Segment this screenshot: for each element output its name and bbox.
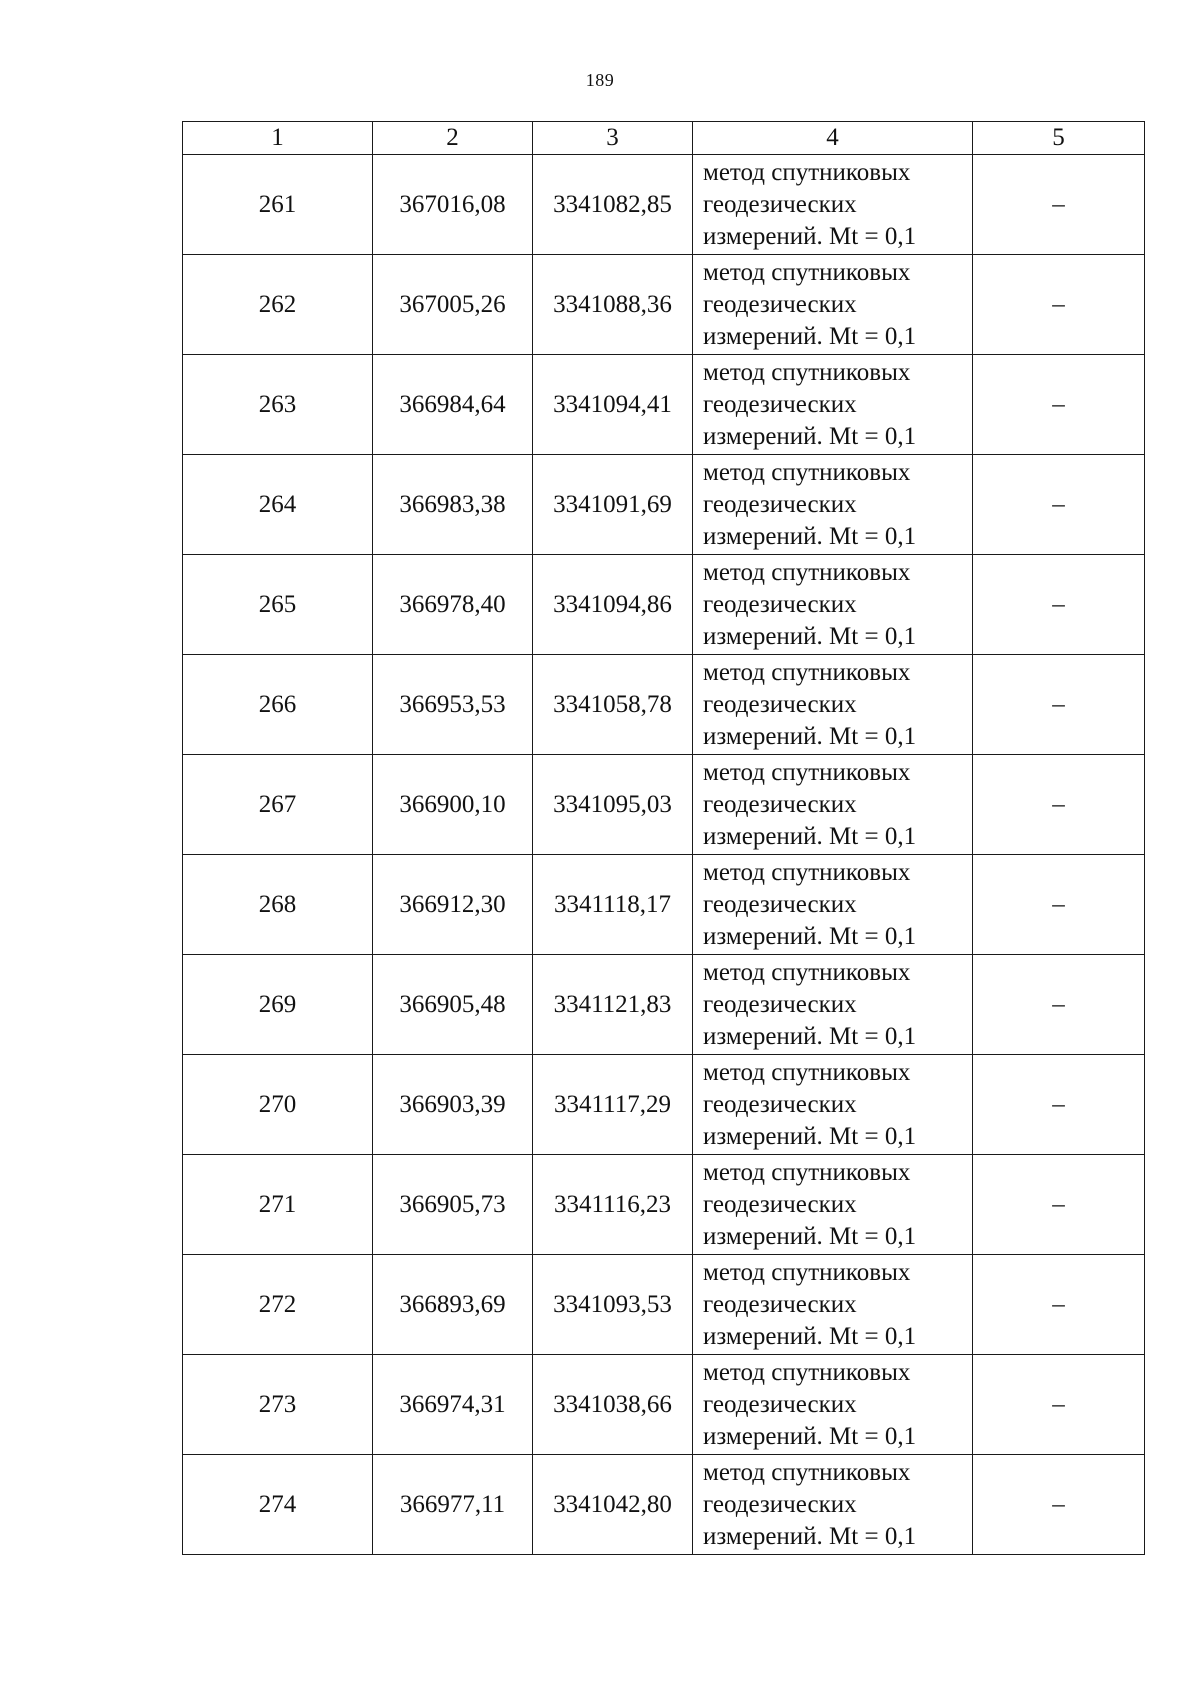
- method-text-line: геодезических: [703, 390, 857, 418]
- method-text-line: измерений. Mt = 0,1: [703, 622, 917, 650]
- method-text-line: метод спутниковых: [703, 958, 911, 986]
- method-cell: [693, 1255, 973, 1355]
- method-text-line: геодезических: [703, 1190, 857, 1218]
- header-col-1: 1: [183, 122, 373, 155]
- coordinate-y-cell: 3341094,86: [533, 555, 693, 655]
- method-text-line: геодезических: [703, 290, 857, 318]
- method-text-line: измерений. Mt = 0,1: [703, 222, 917, 250]
- point-number-cell: 261: [183, 155, 373, 255]
- method-text-line: метод спутниковых: [703, 358, 911, 386]
- method-text-line: геодезических: [703, 190, 857, 218]
- method-text-line: метод спутниковых: [703, 858, 911, 886]
- table-header: [183, 122, 1145, 155]
- table-row: [183, 555, 1145, 655]
- method-text-line: геодезических: [703, 590, 857, 618]
- coordinate-x-cell: 366983,38: [373, 455, 533, 555]
- method-cell: [693, 955, 973, 1055]
- method-text-line: метод спутниковых: [703, 1158, 911, 1186]
- method-text-line: измерений. Mt = 0,1: [703, 1522, 917, 1550]
- method-cell: [693, 555, 973, 655]
- table-row: [183, 1355, 1145, 1455]
- point-number-cell: 267: [183, 755, 373, 855]
- coordinate-x-cell: 367005,26: [373, 255, 533, 355]
- header-row: [183, 122, 1145, 155]
- coordinate-y-cell: 3341091,69: [533, 455, 693, 555]
- coordinate-y-cell: 3341042,80: [533, 1455, 693, 1555]
- point-number-cell: 266: [183, 655, 373, 755]
- note-cell: –: [973, 655, 1145, 755]
- coordinate-y-cell: 3341038,66: [533, 1355, 693, 1455]
- point-number-cell: 272: [183, 1255, 373, 1355]
- method-cell: [693, 355, 973, 455]
- point-number-cell: 264: [183, 455, 373, 555]
- coordinate-y-cell: 3341093,53: [533, 1255, 693, 1355]
- point-number-cell: 263: [183, 355, 373, 455]
- method-text-line: измерений. Mt = 0,1: [703, 1222, 917, 1250]
- coordinate-x-cell: 367016,08: [373, 155, 533, 255]
- table-row: [183, 255, 1145, 355]
- coordinate-x-cell: 366912,30: [373, 855, 533, 955]
- header-col-5: 5: [973, 122, 1145, 155]
- table-row: [183, 755, 1145, 855]
- point-number-cell: 271: [183, 1155, 373, 1255]
- method-text-line: измерений. Mt = 0,1: [703, 1322, 917, 1350]
- table-row: [183, 955, 1145, 1055]
- method-text-line: измерений. Mt = 0,1: [703, 922, 917, 950]
- coordinate-y-cell: 3341116,23: [533, 1155, 693, 1255]
- point-number-cell: 273: [183, 1355, 373, 1455]
- method-text-line: геодезических: [703, 990, 857, 1018]
- coordinate-y-cell: 3341121,83: [533, 955, 693, 1055]
- table-row: [183, 1455, 1145, 1555]
- table-row: [183, 1155, 1145, 1255]
- note-cell: –: [973, 1155, 1145, 1255]
- table-row: [183, 1255, 1145, 1355]
- note-cell: –: [973, 355, 1145, 455]
- page-number: 189: [585, 70, 615, 90]
- coordinate-y-cell: 3341117,29: [533, 1055, 693, 1155]
- method-text-line: геодезических: [703, 490, 857, 518]
- method-cell: [693, 155, 973, 255]
- method-cell: [693, 755, 973, 855]
- method-cell: [693, 1055, 973, 1155]
- method-text-line: измерений. Mt = 0,1: [703, 1022, 917, 1050]
- coordinate-x-cell: 366905,73: [373, 1155, 533, 1255]
- table-row: [183, 155, 1145, 255]
- coordinate-x-cell: 366953,53: [373, 655, 533, 755]
- coordinate-y-cell: 3341088,36: [533, 255, 693, 355]
- coordinate-y-cell: 3341094,41: [533, 355, 693, 455]
- method-text-line: геодезических: [703, 690, 857, 718]
- header-col-4: 4: [693, 122, 973, 155]
- coordinates-table: [182, 121, 1145, 1555]
- note-cell: –: [973, 155, 1145, 255]
- coordinate-x-cell: 366903,39: [373, 1055, 533, 1155]
- method-text-line: метод спутниковых: [703, 1458, 911, 1486]
- coordinate-x-cell: 366984,64: [373, 355, 533, 455]
- point-number-cell: 269: [183, 955, 373, 1055]
- coordinate-x-cell: 366978,40: [373, 555, 533, 655]
- table-row: [183, 655, 1145, 755]
- coordinate-y-cell: 3341082,85: [533, 155, 693, 255]
- method-cell: [693, 1355, 973, 1455]
- coordinate-x-cell: 366905,48: [373, 955, 533, 1055]
- method-text-line: метод спутниковых: [703, 1358, 911, 1386]
- point-number-cell: 270: [183, 1055, 373, 1155]
- method-text-line: метод спутниковых: [703, 658, 911, 686]
- method-text-line: измерений. Mt = 0,1: [703, 522, 917, 550]
- note-cell: –: [973, 1255, 1145, 1355]
- note-cell: –: [973, 1055, 1145, 1155]
- method-text-line: измерений. Mt = 0,1: [703, 322, 917, 350]
- table-row: [183, 855, 1145, 955]
- point-number-cell: 268: [183, 855, 373, 955]
- method-cell: [693, 655, 973, 755]
- method-text-line: метод спутниковых: [703, 1258, 911, 1286]
- method-text-line: геодезических: [703, 1290, 857, 1318]
- method-text-line: метод спутниковых: [703, 1058, 911, 1086]
- method-text-line: геодезических: [703, 890, 857, 918]
- header-col-2: 2: [373, 122, 533, 155]
- coordinate-x-cell: 366974,31: [373, 1355, 533, 1455]
- header-col-3: 3: [533, 122, 693, 155]
- method-text-line: геодезических: [703, 1390, 857, 1418]
- table-row: [183, 1055, 1145, 1155]
- method-text-line: измерений. Mt = 0,1: [703, 1422, 917, 1450]
- method-text-line: измерений. Mt = 0,1: [703, 422, 917, 450]
- point-number-cell: 262: [183, 255, 373, 355]
- method-text-line: геодезических: [703, 1090, 857, 1118]
- method-text-line: измерений. Mt = 0,1: [703, 822, 917, 850]
- table-body: [183, 155, 1145, 1555]
- note-cell: –: [973, 255, 1145, 355]
- note-cell: –: [973, 555, 1145, 655]
- method-text-line: измерений. Mt = 0,1: [703, 1122, 917, 1150]
- method-cell: [693, 455, 973, 555]
- method-cell: [693, 1455, 973, 1555]
- method-text-line: измерений. Mt = 0,1: [703, 722, 917, 750]
- table-row: [183, 355, 1145, 455]
- note-cell: –: [973, 455, 1145, 555]
- coordinate-y-cell: 3341058,78: [533, 655, 693, 755]
- note-cell: –: [973, 1355, 1145, 1455]
- note-cell: –: [973, 755, 1145, 855]
- coordinate-y-cell: 3341118,17: [533, 855, 693, 955]
- method-text-line: геодезических: [703, 790, 857, 818]
- coordinate-x-cell: 366893,69: [373, 1255, 533, 1355]
- note-cell: –: [973, 855, 1145, 955]
- method-text-line: метод спутниковых: [703, 758, 911, 786]
- coordinate-x-cell: 366900,10: [373, 755, 533, 855]
- method-cell: [693, 855, 973, 955]
- point-number-cell: 265: [183, 555, 373, 655]
- method-text-line: метод спутниковых: [703, 258, 911, 286]
- coordinate-y-cell: 3341095,03: [533, 755, 693, 855]
- method-text-line: метод спутниковых: [703, 458, 911, 486]
- coordinate-x-cell: 366977,11: [373, 1455, 533, 1555]
- table-row: [183, 455, 1145, 555]
- note-cell: –: [973, 1455, 1145, 1555]
- method-cell: [693, 255, 973, 355]
- method-cell: [693, 1155, 973, 1255]
- method-text-line: метод спутниковых: [703, 158, 911, 186]
- point-number-cell: 274: [183, 1455, 373, 1555]
- method-text-line: метод спутниковых: [703, 558, 911, 586]
- note-cell: –: [973, 955, 1145, 1055]
- method-text-line: геодезических: [703, 1490, 857, 1518]
